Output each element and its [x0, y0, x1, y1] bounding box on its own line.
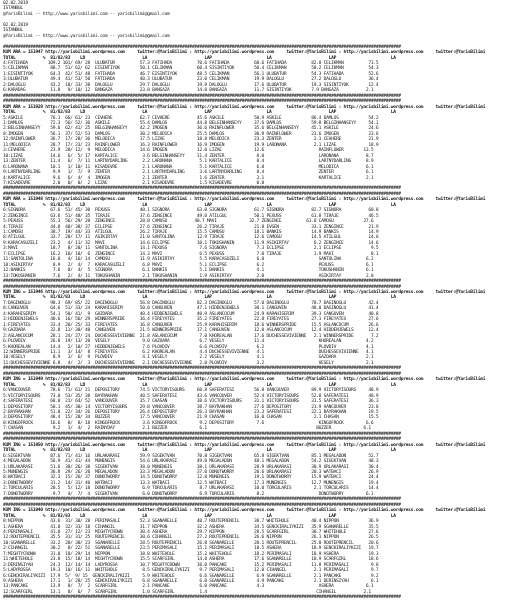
race-row: 5:MUNENGIS 36.8 29/ 26/ 20 MEGALADON 33.3 MEGALADON 37.0 DONOTWORRY 20.6 URLAKARASI 20.3 WATBACI 26.9	[3, 469, 379, 475]
race-column-header: TOTAL % 81/82/83 LD LA LAP LA LAP LA	[3, 295, 396, 301]
race-row: 2:TORCULARIS 20.5 5/ 12/ 18 DONOTWORRY 6.9 TORCULARIS 8.7 URLAKARASI 10.0 TORCULARIS 2.1 TORCULARIS 14.4	[3, 486, 379, 492]
race-row: 7:DAGINOGLU 98.3 69/ 85/ 22 DAGINOGLU 56.8 DAGINOGLU 82.3 DAGINOGLU 57.0 DAGINOGLU 78.7 DAGINOGLU 42.4	[3, 300, 379, 306]
race-row: 1:DEPOSITORY 58.1 45/ 30/ 14 VICTORYISOURS 29.8 VANCOUVER 38.7 BAYRAKHAN 27.6 DEPOSITORY 21.9 VANCOUVER 23.8	[3, 404, 379, 410]
race-row: 3:DONOTWORRY 31.2 14/ 31/ 40 WATBACI 13.3 WATBACI 12.5 WATBACI 17.3 MUNENGIS 12.7 MUNENGIS 19.4	[3, 480, 379, 486]
race-row: 5:ASKILE 76.1 66/ 61/ 23 CEVHERE 62.7 CEVHERE 45.6 ASKILE 50.9 ASKILE 86.4 DAMLOS 54.2	[3, 115, 379, 121]
race-row: 4:SAFERATESI 68.8 21/ 64/ 52 VANCOUVER 35.7 CHASAN 38.6 VICTORYISOURS 31.1 VICTORYISOURS 31.5 SAFERATESI 36.3	[3, 399, 379, 405]
race-row: 2:BAYRAKHAN 51.0 22/ 34/ 26 DEPOSITORY 26.4 DEPOSITORY 26.3 BAYRAKHAN 23.3 SAFERATESI 22.1 BAYRAKHAN 19.5	[3, 409, 379, 415]
race-row: 7:ECLIPSE 16.2 10/ 10/ 6 ZENGINCE 14.3 MAVI 6.5 PEXUSS 7.0 TIRAJE 1.9 MAVI 8.1	[3, 251, 379, 257]
race-row: 4:TIRAJE 44.8 40/ 38/ 37 ECLIPSE 27.6 ZENGINCE 26.2 TIRAJE 21.8 EVGEN 33.1 ZENGINCE 21.9	[3, 224, 379, 230]
race-row: 6:PLOVDIV 26.8 19/ 13/ 20 VESELY 9.0 GAZOARA 6.7 VESELY 11.4 KHOREALAN 4.2	[3, 339, 374, 345]
race-row: 2:ASLANCOCUM 28.1 24/ 27/ 24 DUCHESSEVIVIENNE 21.8 ASLANCOCUM 7.0 KHOREALAN 17.6 DUCHESSEVIVIENNE 2.1 WINNERSPRIDE 7.2	[3, 333, 379, 339]
race-row: 4:FATIHADA 109.2 101/ 69/ 28 ULUBATUR 57.3 FATIHADA 70.6 FATIHADA 68.6 FATIHADA 82.8 CELIKMAN 71.5	[3, 60, 379, 66]
race-row: 2:DALOGLU 43.2 18/ 33/ 38 DALOGLU 29.7 DALOGLU 19.9 DALOGLU 17.6 ULUBATUR 19.3 SISINTIYOK 12.4	[3, 82, 379, 88]
race-rule: ################################################################################################################################################################	[3, 44, 401, 50]
race-row: 1:ASHERA 41.8 32/ 33/ 18 CIHANGIL 31.7 NIPPON 32.2 ASHERA 34.5 GENCKIRALIYKIZI 35.9 SGANARELLE 35.5	[3, 524, 379, 530]
race-row: 5:LADYROSSA 19.3 10/ 16/ 11 WHITEHOLE 8.5 GENCKIRALIYKIZI 9.7 PERIMASALI 12.0 CIHANGIL 2.1 PERIMASALI 9.7	[3, 568, 379, 574]
race-row: 12:WINNERSPRIDE 11.1 3/ 14/ 8 FIREYATES 6.2 KHOREALAN 4.4 DUCHESSEVIVIENNE 4.1 DUCHESSEVIVIENNE 4.1	[3, 350, 374, 355]
race-row: 11:MELODICA 28.7 17/ 23/ 23 RAINFLOWER 16.3 RAINFLOWER 16.9 IMOGEN 19.9 LARONANA 2.1 LIZAE 18.9	[3, 142, 379, 148]
race-row: 1:EISINTIYOK 64.3 42/ 51/ 48 FATIHADA 46.7 EISINTIYOK 48.5 CELIKMAN 56.1 ULUBATUR 54.3 FATIHADA 52.6	[3, 71, 379, 77]
race-title: KUM ARA = 151929 http://yarisbilimi.wordpress.com twitter:@YarisBilimi : http://yarisbilimi.wordpress.com twitter:@YarisBilimi : http://yarisbilimi.wordpress.com twitter:@YarisBilimi	[3, 104, 486, 110]
race-row: 3:MAVI 18.7 8/ 20/ 11 SANTOLINA 14.1 PEXUSS 7.6 SIGNORA 7.3 ECLIPSE 2.1 ECLIPSE 9.5	[3, 246, 379, 252]
race-rule: ################################################################################################################################################################	[3, 366, 401, 372]
race-column-header: TOTAL % 81/82/83 LD LA LAP LA LAP LA	[3, 382, 396, 388]
race-row: 5:CELIKMAN 88.7 51/ 62/ 62 EISINTIYOK 50.1 CELIKMAN 60.4 SISINTIYOK 50.4 CELIKMAN 58.2 CELIKMAN 54.3	[3, 66, 379, 72]
race-row: 10:SGANARELLE 33.2 20/ 30/ 23 SGANARELLE 28.5 ROUTEPRENCIL 26.8 SGANARELLE 20.1 ROUTEPRENCIL 25.0 ROUTEPRENCIL 20.6	[3, 540, 379, 546]
race-row: 4:KARTALICE 9.6 6/ 4/ 4 IMOGEN 2.1 ZENTER 1.6 ZENTER 3.1 KARTALICE 2.1	[3, 175, 374, 181]
race-rule: ################################################################################################################################################################	[3, 279, 401, 285]
sub-header-date: 02.02.2019	[3, 22, 28, 28]
race-rule: ################################################################################################################################################################	[3, 431, 401, 437]
race-rule: ################################################################################################################################################################	[3, 93, 401, 99]
header-city: ISTANBUL	[3, 6, 23, 12]
race-row: 6:SIGEKTVAN 87.6 71/ 41/ 16 URLAKARASI 59.9 SIGEKTVAN 70.8 SIGEKTVAN 65.8 SIGEKTVAN 85.1 MEGALADON 52.7	[3, 453, 379, 459]
race-row: 8:WATBACI 32.3 15/ 26/ 37 DONOTWORRY 14.5 DONOTWORRY 12.8 MUNENGIS 19.1 DONOTWORRY 15.9 WATBACI 24.4	[3, 475, 379, 481]
race-row: 12:SCARFGIRL 13.1 8/ 6/ 7 SCARFGIRL 1.0 SCARFGIRL 1.4 CIHANGIL 2.1	[3, 589, 371, 595]
race-row: 7:CHASAN 9.2 1/ 4/ 2 RAINYDAY 2.1 BUZZER 6.1 BUZZER 6.1	[3, 426, 371, 432]
race-row: 4:KARAHISERIM 54.1 50/ 41/ 9 GAZOARA 40.4 HIDDENJEWELS 40.9 ASLANCOCUM 24.9 KARAHISERIM 39.3 CANGUVEN 40.8	[3, 311, 379, 317]
race-row: 2:CIHANGIL 30.2 8/ 22/ 51 SGANARELLE 23.5 PERIMASALI 15.1 PERIMASALI 18.5 ASHERA 18.9 GENCKIRALIYKIZI 19.7	[3, 546, 379, 552]
sub-header-credit: @YarisBilimi -- http://www.yarisbilimi.com -- yarisbilimi@gmail.com	[3, 33, 170, 39]
race-row: 5:VICTORYISOURS 73.0 53/ 35/ 38 BAYRAKHAN 40.5 SAFERATESI 43.6 VANCOUVER 52.4 VICTORYISOURS 52.0 SAFERATESI 48.9	[3, 393, 379, 399]
race-row: 11:DUCHESSEVIVIENNE 6.8 4/ 2/ 3 DUCHESSEVIVIENNE 2.1 DUCHESSEVIVIENNE 2.0 PLOVDIV 3.2 VESELY 2.1	[3, 360, 374, 366]
race-title: KUM ING = 151950 http://yarisbilimi.wordpress.com twitter:@YarisBilimi : http://yarisbilimi.wordpress.com twitter:@YarisBilimi : http://yarisbilimi.wordpress.com twitter:@YarisBilimi	[3, 442, 486, 448]
race-row: 6:LARONANA 10.1 1/ 10/ 11 KISADEVRE 2.1 LARONANA 5.1 KARTALICE 6.0 MELODICA 6.1	[3, 164, 374, 170]
race-row: 8:CANGUVEN 64.6 51/ 33/ 24 KARAHISERIM 50.0 CANGUVEN 47.1 HIDDENJEWELS 30.1 CANGUVEN 48.0 DAGINOGLU 41.4	[3, 306, 379, 312]
race-row: 2:BELGINHANSEYY 59.6 62/ 41/ 25 BELGINHANSEYY 42.2 IMOGEN 36.6 RAINFLOWER 35.6 BELGINHANSEYY 45.1 ASKILE 24.6	[3, 126, 379, 132]
race-row: 13:TOKUSHANIN 7.6 2/ 4/ 11 TOKUSHANIN 2.1 TOKUSHANIN 1.9 ASIKIRTAY 2.0 ASIKIRTAY 2.0	[3, 273, 374, 279]
race-rule: ################################################################################################################################################################	[3, 437, 401, 443]
race-rule: ################################################################################################################################################################	[3, 371, 401, 377]
race-row: 3:HIDDENJEWELS 40.6 16/ 56/ 29 WINNERSPRIDE 16.4 FIREYATES 35.2 FIREYATES 22.8 FIREYATES 27.1 FIREYATES 27.6	[3, 317, 379, 323]
race-column-header: TOTAL % 81/82/83 LD LA LAP LA LAP LA	[3, 448, 396, 454]
race-row: 7:MIGHTYCROWN 31.0 18/ 29/ 14 NIPPON 18.8 WHITEHOLE 15.2 WHITEHOLE 18.2 PERIMASALI 18.9 ASHERA 19.3	[3, 551, 379, 557]
race-title: KUM ING = 151946 http://yarisbilimi.wordpress.com twitter:@YarisBilimi : http://yarisbilimi.wordpress.com twitter:@YarisBilimi : http://yarisbilimi.wordpress.com twitter:@YarisBilimi	[3, 290, 486, 296]
race-rule: ################################################################################################################################################################	[3, 502, 401, 508]
race-row: 9:ASHERA 17.1 1/ 28/ 25 GENCKIRALIYKIZI 6.8 SGANARELLE 6.0 SGANARELLE 4.9 PANCAKE 2.1 DERINSIYAH 6.1	[3, 579, 379, 585]
race-row: 12:BANKIS 7.6 0/ 4/ 5 SIGNORA 6.1 BANKIS 5.1 BANKIS 4.1 TOKUSHANIN 6.1	[3, 268, 374, 274]
race-row: 8:KINGOFROCK 16.6 8/ 8/ 18 KINGOFROCK 3.6 KINGOFROCK 9.2 DEPOSITORY 7.6 KINGOFROCK 6.6	[3, 420, 374, 426]
race-row: 1:CAMOSU 38.7 19/ 44/ 33 ATILGUL 26.2 TIRAJE 15.5 CAMOSU 18.1 BANKIS 14.9 BANKIS 14.9	[3, 230, 379, 236]
race-row: 3:ULUBATUR 49.4 41/ 53/ 50 FATIHADA 40.3 ULUBATUR 23.0 CELIKMAN 19.9 DALOGLU 27.2 DALOGLU 36.4	[3, 77, 379, 83]
race-title: KUM ING = 151940 http://yarisbilimi.wordpress.com twitter:@YarisBilimi : http://yarisbilimi.wordpress.com twitter:@YarisBilimi : http://yarisbilimi.wordpress.com twitter:@YarisBilimi	[3, 508, 486, 514]
race-row: 12:ROUTEPRENCIL 35.5 31/ 31/ 25 ROUTEPRENCIL 30.6 CIHANGIL 27.2 ROUTEPRENCIL 26.6 NIPPON 26.1 NIPPON 26.5	[3, 535, 379, 541]
race-row: 11:SANTOLINA 16.0 4/ 16/ 14 CAMOSU 11.9 ASIKIRTAY 5.5 KARACASUZELI 6.8 SANTOLINA 6.2	[3, 257, 374, 263]
race-row: 2:ZENGINCE 63.6 51/ 48/ 35 TIRAJE 37.6 ZENGINCE 49.0 ATILGUL 50.1 PEXUSS 61.8 TIRAJE 46.5	[3, 213, 379, 219]
race-row: 8:IMOGEN 56.1 37/ 52/ 53 DAMLOS 30.2 MELODICA 25.5 DAMLOS 30.9 RAINFLOWER 23.6 IMOGEN 23.6	[3, 131, 379, 137]
race-title: KUM ARA = 151948 http://yarisbilimi.wordpress.com twitter:@YarisBilimi : http://yarisbilimi.wordpress.com twitter:@YarisBilimi : http://yarisbilimi.wordpress.com twitter:@YarisBilimi	[3, 197, 486, 203]
race-column-header: TOTAL % 81/82/83 LD LA LAP LA LAP LA	[3, 513, 396, 519]
header-date: 02.02.2019	[3, 1, 28, 6]
race-row: 7:KISADEVRE 2.0 0/ 0/ 2 LIZAE 2.1 KISADEVRE 1.5 KISADEVRE 0.8	[3, 180, 264, 186]
race-row: 1:URLAKARASI 51.6 38/ 26/ 38 SIGEKTVAN 38.0 MUNENGIS 38.1 URLAKARASI 28.9 URLAKARASI 30.9 URLAKARASI 30.4	[3, 464, 379, 470]
race-row: 7:DONOTWORRY 9.7 4/ 7/ 4 SIGEKTVAN 6.0 DONOTWORRY 6.9 TORCULARIS 8.2 DONOTWORRY 6.1	[3, 491, 374, 497]
race-rule: ################################################################################################################################################################	[3, 497, 401, 503]
race-row: 5:KHOREALAN 14.4 2/ 10/ 27 HIDDENJEWELS 7.6 PLOVDIV 6.6 PLOVDIV 6.2 PLOVDIV 4.1	[3, 344, 374, 350]
race-title: KUM ARA = 151947 http://yarisbilimi.wordpress.com twitter:@YarisBilimi : http://yarisbilimi.wordpress.com twitter:@YarisBilimi : http://yarisbilimi.wordpress.com twitter:@YarisBilimi	[3, 50, 486, 56]
race-title: KUM ING = 151949 http://yarisbilimi.wordpress.com twitter:@YarisBilimi : http://yarisbilimi.wordpress.com twitter:@YarisBilimi : http://yarisbilimi.wordpress.com twitter:@YarisBilimi	[3, 377, 486, 383]
race-column-header: TOTAL % 81/82/83 LD LA LAP LA LAP LA	[3, 55, 396, 61]
race-rule: ################################################################################################################################################################	[3, 99, 401, 105]
race-row: 9:GAZOARA 32.8 11/ 30/ 40 CANGUVEN 21.5 WINNERSPRIDE 17.1 CANGUVEN 12.0 ASLANCOCUM 12.4 HIDDENJEWELS 12.4	[3, 328, 379, 334]
race-row: 13:ZENTER 11.4 6/ 7/ 11 LARTNYDARLING 2.2 LARONANA 5.1 KARTALICE 8.4 LARTNYDARLING 8.9	[3, 159, 374, 165]
race-rule: ################################################################################################################################################################	[3, 595, 401, 601]
race-column-header: TOTAL % 81/82/83 LD LA LAP LA LAP LA	[3, 202, 396, 208]
race-row: 3:DEPOSITORY 48.4 15/ 20/ 34 BUZZER 17.5 VANCOUVER 21.9 CHASAN 16.0 CHASAN 2.1 CHASAN 15.5	[3, 415, 379, 421]
race-row: 6:VANCOUVER 78.6 71/ 61/ 21 DEPOSITORY 74.5 VICTORYISOURS 60.8 SAFERATESI 56.8 VANCOUVER 89.9 VICTORYISOURS 48.9	[3, 388, 379, 394]
race-row: 3:DERINSIYAH 24.3 12/ 14/ 14 LADYROSSA 10.7 MIGHTYCROWN 10.0 PANCAKE 15.2 PERIMASALI 11.8 PERIMASALI 9.8	[3, 562, 379, 568]
race-row: 12:RAINFLOWER 36.7 17/ 28/ 36 MELODICA 17.5 LIZAE 18.8 MELODICA 23.3 ZENTER 2.1 CEVHERE 21.9	[3, 137, 379, 143]
race-row: 10:VESELY 8.9 1/ 6/ 9 PLOVDIV 4.1 VESELY 2.2 VESELY 4.1 GAZOARA 2.1	[3, 355, 374, 361]
race-row: 9:LARTNYDARLING 9.9 1/ 7/ 9 ZENTER 2.1 LARTNYDARLING 3.6 LARTNYDARLING 8.4 ZENTER 6.1	[3, 170, 374, 176]
sub-header-city: ISTANBUL	[3, 28, 23, 34]
race-column-header: TOTAL % 81/82/83 LD LA LAP LA LAP LA	[3, 110, 396, 116]
race-row: 4:PERIMASALI 41.0 27/ 12/ 23 MIGHTYCROWN 30.4 ASHERA 29.7 NIPPON 28.5 SCARFGIRL 30.7 WHITEHOLE 27.6	[3, 529, 379, 535]
race-row: 5:PEXUSS 55.3 56/ 29/ 20 ZENGINCE 28.8 CAMOSU 40.7 MAVI 32.7 ZENGINCE 61.0 CAMOSU 27.6	[3, 219, 374, 225]
race-row: 11:WHITEHOLE 23.8 15/ 18/ 14 MIGHTYCROWN 15.5 SCARFGIRL 14.8 ASHERA 17.6 SGANARELLE 18.9 SCARFGIRL 18.6	[3, 557, 379, 563]
race-row: 3:CEVHERE 23.9 20/ 12/ 9 MELODICA 14.6 IMOGEN 12.0 LIZAE 12.6 RAINFLOWER 13.5	[3, 148, 374, 154]
race-row: 13:PANCAKE 13.9 8/ 7/ 2 SCARFGIRL 2.1 PANCAKE 6.0 PANCAKE 4.3 ASHERA 6.1	[3, 584, 374, 590]
race-row: 1:DAMLOS 72.3 56/ 52/ 36 ASKILE 55.4 DAMLOS 44.8 BELGINHANSEYY 37.6 DAMLOS 59.8 BELGINHANSEYY 54.1	[3, 120, 379, 126]
race-row: 6:GENCKIRALIYKIZI 17.9 5/ 9/ 15 GENCKIRALIYKIZI 5.9 WHITEHOLE 6.6 SGANARELLE 6.9 SGANARELLE 2.1 PANCAKE 9.2	[3, 573, 379, 579]
header-credit: @YarisBilimi -- http://www.yarisbilimi.com -- yarisbilimi@gmail.com	[3, 11, 170, 17]
race-row: 6:SIGNORA 67.6 51/ 45/ 30 PEXUSS 40.1 SIGNORA 63.0 SIGNORA 61.7 SIGNORA 82.7 SIGNORA 60.8	[3, 208, 379, 214]
race-row: 10:LIZAE 14.6 6/ 5/ 17 KARTALICE 3.6 BELGINHANSEYY 11.4 ZENTER 8.0 LARONANA 8.7	[3, 153, 374, 159]
race-rule: ################################################################################################################################################################	[3, 186, 401, 192]
race-row: 1:FIREYATES 33.4 20/ 25/ 33 FIREYATES 16.8 CANGUVEN 25.9 KARAHISERIM 18.6 WINNERSPRIDE 15.5 ASLANCOCUM 26.6	[3, 322, 379, 328]
race-row: 4:MEGALADON 56.9 41/ 41/ 44 MUNENGIS 54.6 URLAKARASI 49.0 MEGALADON 48.1 MEGALADON 54.2 SIGEKTVAN 48.3	[3, 459, 379, 465]
race-row: 6:KARADAG 11.8 9/ 10/ 12 BANGAZA 23.8 BANGAZA 14.0 BANGAZA 11.7 SISINTIYOK 7.9 BANGAZA 2.1	[3, 88, 374, 94]
race-rule: ################################################################################################################################################################	[3, 284, 401, 290]
race-row: 8:ATILGUL 33.7 20/ 17/ 11 ASIKIRTAY 21.0 SANTOLINA 12.9 TIRAJE 12.6 CAMOSU 14.5 ATILGUL 14.6	[3, 235, 379, 241]
race-row: 8:NIPPON 43.6 31/ 30/ 28 PERIMASALI 52.3 SGANARELLE 40.7 ROUTEPRENCIL 38.7 WHITEHOLE 40.4 NIPPON 36.9	[3, 519, 379, 525]
race-row: 10:ASIKIRTAY 8.9 2/ 4/ 7 KARACASUZELI 6.8 MAVI 5.1 ECLIPSE 6.2 PEXUSS 6.1	[3, 262, 374, 268]
race-row: 9:KARACASUZELI 23.2 4/ 11/ 32 MAVI 14.6 ECLIPSE 10.1 TOKUSHANIN 11.9 ASIKIRTAY 6.2 ZENGINCE 14.6	[3, 240, 379, 246]
race-rule: ################################################################################################################################################################	[3, 191, 401, 197]
